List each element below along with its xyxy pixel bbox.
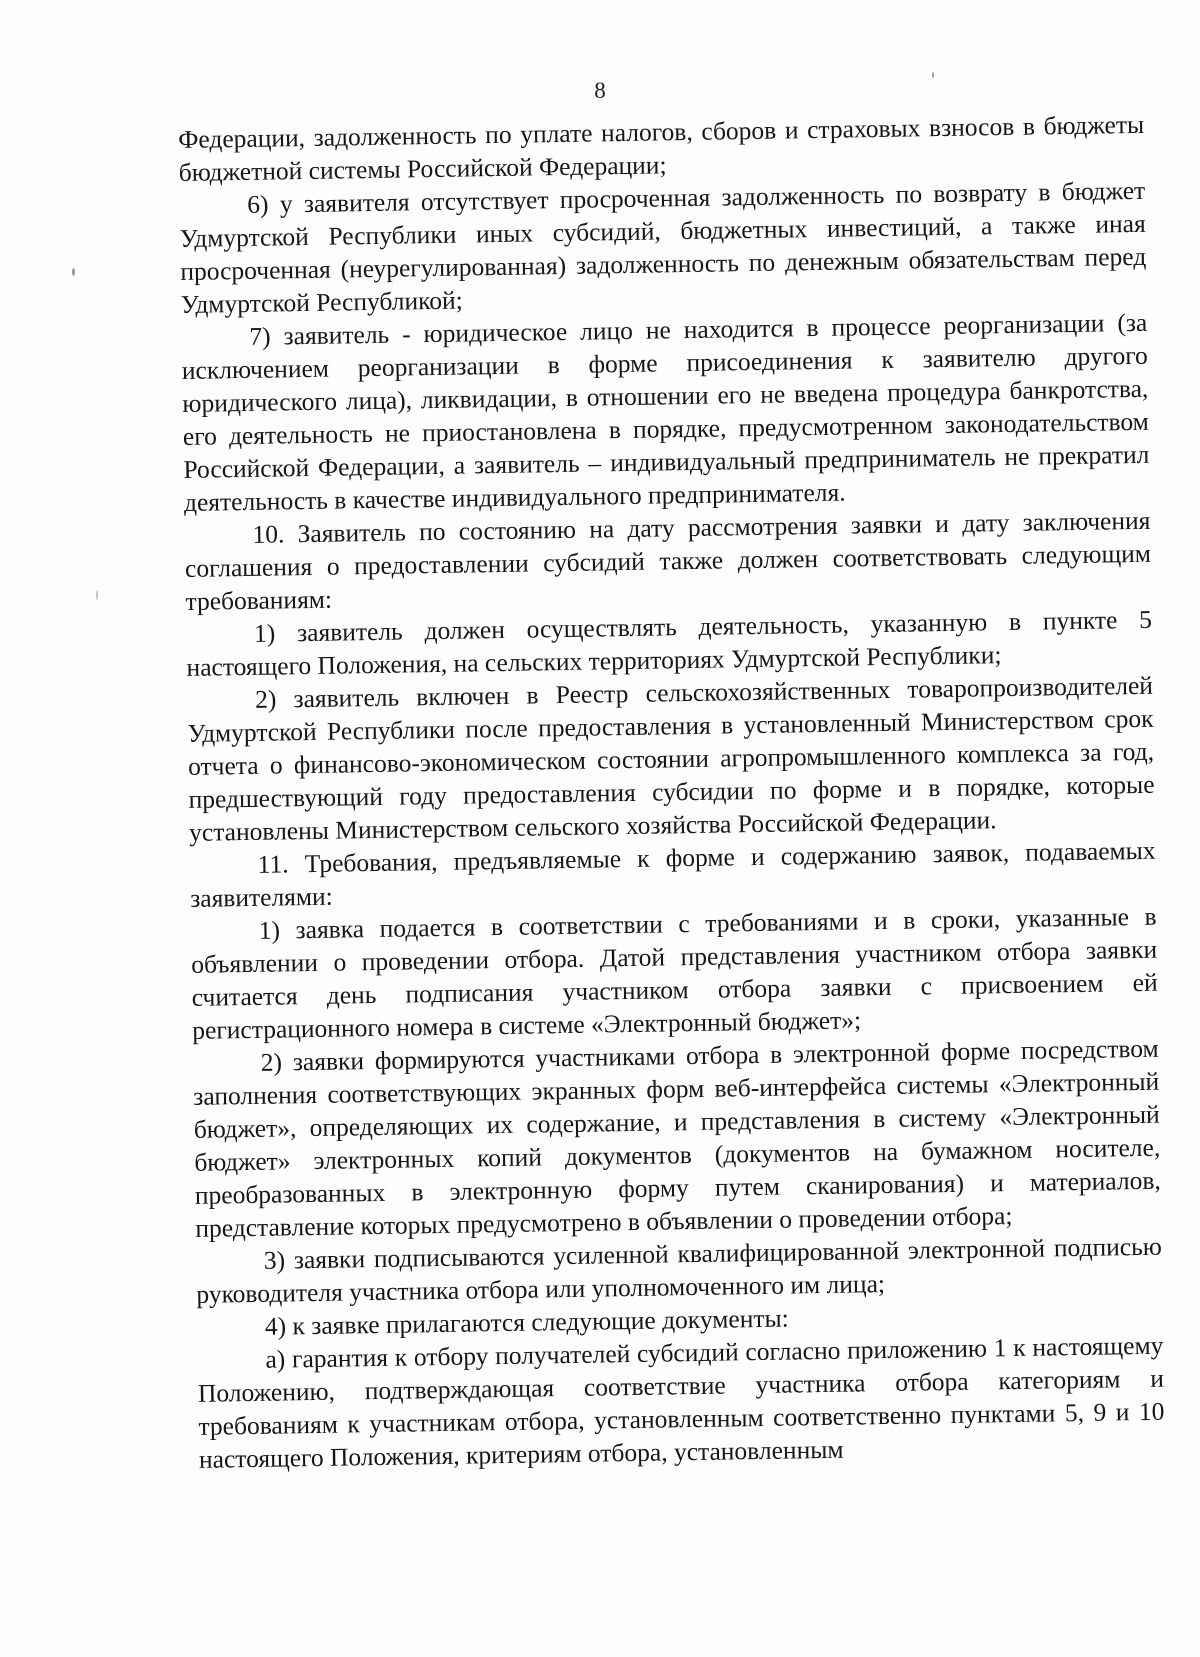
paragraph-10: 3) заявки подписываются усиленной квалифицированной электронной подписью руководителя участника отбора или уполномоченного им лица; <box>196 1231 1162 1309</box>
paragraph-1: Федерации, задолженность по уплате налогов, сборов и страховых взносов в бюджеты бюджетной системы Российской Федерации; <box>178 109 1145 187</box>
paragraph-12: а) гарантия к отбору получателей субсидий согласно приложению 1 к настоящему Положению, подтверждающая соответствие участника отбора категориям и требованиям к участникам отбора, установленным соответственно пунктами 5, 9 и 10 настоящего Положения, критериям отбора, установленным <box>197 1330 1165 1474</box>
paragraph-5: 1) заявитель должен осуществлять деятельность, указанную в пункте 5 настоящего Положения, на сельских территориях Удмуртской Республики; <box>186 604 1153 682</box>
paragraph-6: 2) заявитель включен в Реестр сельскохозяйственных товаропроизводителей Удмуртской Республики после предоставления в установленный Министерством срок отчета о финансово-экономическом состоянии агропромышленного комплекса за год, предшествующий году предоставления субсидии по форме и в порядке, которые установлены Министерством сельского хозяйства Российской Федерации. <box>187 670 1155 847</box>
page-number: 8 <box>594 78 606 103</box>
scan-speck <box>72 268 75 276</box>
paragraph-9: 2) заявки формируются участниками отбора в электронной форме посредством заполнения соответствующих экранных форм веб-интерфейса системы «Электронный бюджет», определяющих их содержание, и представления в систему «Электронный бюджет» электронных копий документов (документов на бумажном носителе, преобразованных в электронную форму путем сканирования) и материалов, представление которых предусмотрено в объявлении о проведении отбора; <box>193 1033 1161 1243</box>
paragraph-2: 6) у заявителя отсутствует просроченная задолженность по возврату в бюджет Удмуртской Республики иных субсидий, бюджетных инвестиций, а также иная просроченная (неурегулированная) задолженность по денежным обязательствам перед Удмуртской Республикой; <box>179 175 1147 319</box>
paragraph-11: 4) к заявке прилагаются следующие документы: <box>264 1303 789 1341</box>
document-body <box>178 108 1165 1476</box>
scan-speck <box>96 590 98 600</box>
scan-speck <box>932 72 934 78</box>
paragraph-7: 11. Требования, предъявляемые к форме и содержанию заявок, подаваемых заявителями: <box>189 835 1156 913</box>
paragraph-4: 10. Заявитель по состоянию на дату рассмотрения заявки и дату заключения соглашения о предоставлении субсидий также должен соответствовать следующим требованиям: <box>184 505 1152 616</box>
paragraph-8: 1) заявка подается в соответствии с требованиями и в сроки, указанные в объявлении о проведении отбора. Датой представления участником отбора заявки считается день подписания участником отбора заявки с присвоением ей регистрационного номера в системе «Электронный бюджет»; <box>190 901 1158 1045</box>
paragraph-3: 7) заявитель - юридическое лицо не находится в процессе реорганизации (за исключением реорганизации в форме присоединения к заявителю другого юридического лица), ликвидации, в отношении его не введена процедура банкротства, его деятельность не приостановлена в порядке, предусмотренном законодательством Российской Федерации, а заявитель – индивидуальный предприниматель не прекратил деятельность в качестве индивидуального предпринимателя. <box>181 307 1150 517</box>
